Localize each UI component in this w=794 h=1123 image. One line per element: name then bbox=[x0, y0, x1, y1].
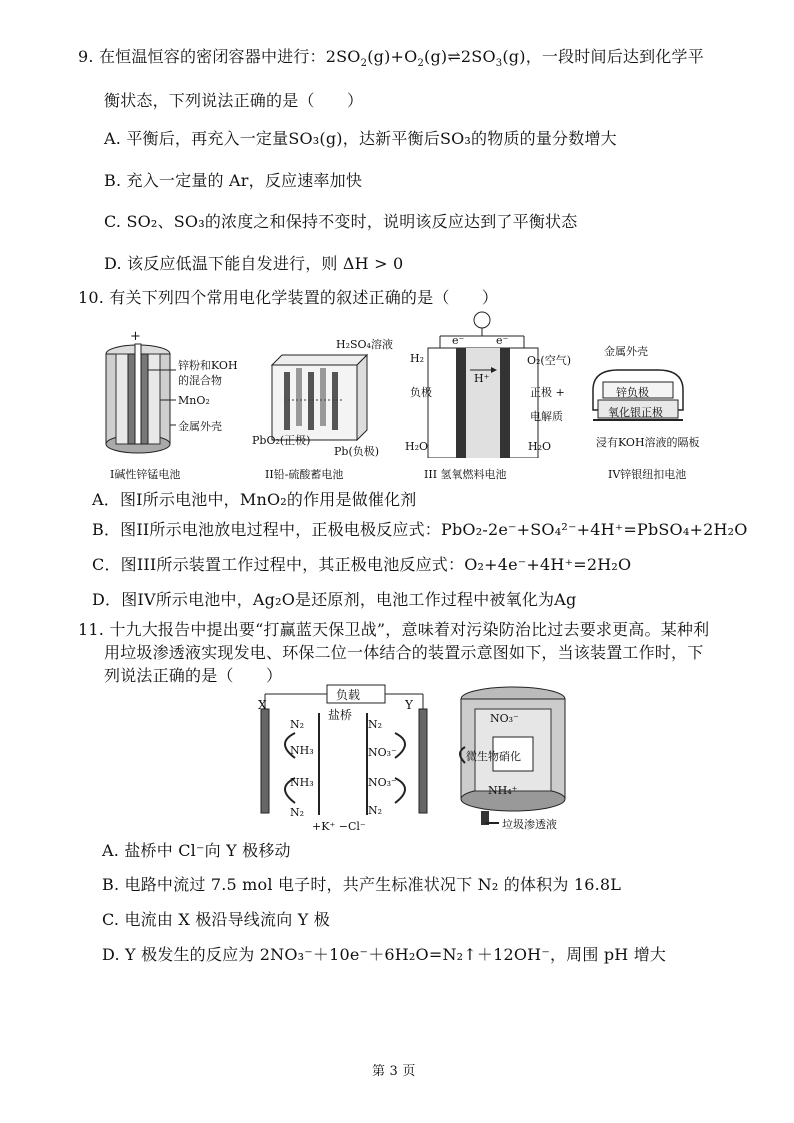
fig1-label-zinc: 锌粉和KOH bbox=[178, 359, 238, 372]
q11-fig-no3-c: NO₃⁻ bbox=[490, 712, 519, 725]
q11-fig-n2-b: N₂ bbox=[290, 806, 305, 819]
fig4-label-shell: 金属外壳 bbox=[604, 345, 648, 358]
fig2-label-acid: H₂SO₄溶液 bbox=[336, 338, 393, 351]
fig1-label-shell: 金属外壳 bbox=[178, 420, 222, 433]
q9-equation: $2SO_2(g)+O_2(g)\rightleftharpoons 2SO_3(g)$ bbox=[325, 47, 526, 70]
fig3-label-h2o-left: H₂O bbox=[405, 440, 429, 453]
q11-option-c: C. 电流由 X 极沿导线流向 Y 极 bbox=[102, 910, 330, 929]
fig1-caption: I碱性锌锰电池 bbox=[110, 468, 181, 481]
q11-fig-no3-b: NO₃⁻ bbox=[368, 776, 397, 789]
fig3-label-hplus: H⁺ bbox=[474, 372, 490, 385]
q11-fig-device bbox=[255, 683, 585, 833]
q11-fig-y: Y bbox=[405, 698, 413, 712]
q11-fig-microbe: 微生物硝化 bbox=[466, 750, 521, 763]
fig3-label-electrolyte: 电解质 bbox=[530, 410, 563, 423]
q9-stem-line2: 衡状态，下列说法正确的是（ ） bbox=[104, 91, 364, 110]
q11-fig-n2-d: N₂ bbox=[368, 804, 383, 817]
fig1-label-mno2: MnO₂ bbox=[178, 394, 210, 407]
q11-fig-nh4: NH₄⁺ bbox=[488, 784, 518, 797]
q9-option-a: A. 平衡后，再充入一定量SO₃(g)，达新平衡后SO₃的物质的量分数增大 bbox=[104, 129, 617, 148]
q11-fig-nh3-b: NH₃ bbox=[290, 776, 314, 789]
q11-fig-bridge: 盐桥 bbox=[328, 708, 353, 722]
fig1-alkaline-battery bbox=[98, 330, 248, 460]
q11-option-b: B. 电路中流过 7.5 mol 电子时，共产生标准状况下 N₂ 的体积为 16.8L bbox=[102, 875, 622, 894]
fig3-electron-left: e⁻ bbox=[452, 334, 465, 347]
fig4-label-silver-oxide: 氧化银正极 bbox=[608, 406, 663, 419]
fig1-plus: + bbox=[130, 329, 141, 344]
fig3-label-o2: O₂(空气) bbox=[527, 354, 572, 367]
q11-stem-line3: 列说法正确的是（ ） bbox=[104, 666, 283, 685]
q11-option-a: A. 盐桥中 Cl⁻向 Y 极移动 bbox=[102, 841, 291, 860]
page-number: 第 3 页 bbox=[372, 1064, 416, 1079]
q9-option-b: B. 充入一定量的 Ar，反应速率加快 bbox=[104, 171, 363, 190]
fig3-label-h2: H₂ bbox=[410, 352, 425, 365]
q10-option-a: A．图I所示电池中，MnO₂的作用是做催化剂 bbox=[92, 490, 417, 509]
q11-fig-x: X bbox=[258, 698, 267, 712]
fig4-label-zinc: 锌负极 bbox=[616, 386, 649, 399]
q11-fig-no3-a: NO₃⁻ bbox=[368, 746, 397, 759]
fig3-caption: III 氢氧燃料电池 bbox=[424, 468, 507, 481]
fig3-electron-right: e⁻ bbox=[496, 334, 509, 347]
q9-stem-part2: ，一段时间后达到化学平 bbox=[525, 47, 704, 66]
q9-stem-part1: 9. 在恒温恒容的密闭容器中进行： bbox=[78, 47, 326, 66]
q11-fig-n2-a: N₂ bbox=[290, 718, 305, 731]
q9-stem-line1 bbox=[78, 44, 704, 69]
q11-stem-line1: 11. 十九大报告中提出要“打赢蓝天保卫战”，意味着对污染防治比过去要求更高。某种利 bbox=[78, 620, 710, 639]
fig1-label-mixture: 的混合物 bbox=[178, 374, 222, 387]
q11-fig-kcl: +K⁺ −Cl⁻ bbox=[312, 820, 366, 833]
fig3-label-positive: 正极 + bbox=[530, 386, 565, 399]
fig4-label-separator: 浸有KOH溶液的隔板 bbox=[596, 436, 700, 449]
fig2-label-pb: Pb(负极) bbox=[334, 445, 380, 458]
q10-option-d: D．图IV所示电池中，Ag₂O是还原剂，电池工作过程中被氧化为Ag bbox=[92, 590, 577, 609]
fig3-label-h2o-right: H₂O bbox=[528, 440, 552, 453]
q11-option-d: D. Y 极发生的反应为 2NO₃⁻＋10e⁻＋6H₂O=N₂↑＋12OH⁻，周围 pH 增大 bbox=[102, 945, 667, 964]
q11-fig-load: 负载 bbox=[336, 688, 361, 702]
fig2-caption: II铅-硫酸蓄电池 bbox=[265, 468, 344, 481]
q10-option-c: C．图III所示装置工作过程中，其正极电池反应式：O₂+4e⁻+4H⁺=2H₂O bbox=[92, 555, 632, 574]
q11-fig-nh3-a: NH₃ bbox=[290, 744, 314, 757]
q10-option-b: B．图II所示电池放电过程中，正极电极反应式：PbO₂-2e⁻+SO₄²⁻+4H⁺=PbSO₄+2H₂O bbox=[92, 520, 748, 539]
q11-fig-leachate: 垃圾渗透液 bbox=[502, 818, 557, 831]
q9-option-d: D. 该反应低温下能自发进行，则 ΔH > 0 bbox=[104, 254, 404, 273]
q9-option-c: C. SO₂、SO₃的浓度之和保持不变时，说明该反应达到了平衡状态 bbox=[104, 212, 578, 231]
fig3-label-negative: 负极 bbox=[410, 386, 432, 399]
fig4-caption: IV锌银纽扣电池 bbox=[608, 468, 687, 481]
q10-stem: 10. 有关下列四个常用电化学装置的叙述正确的是（ ） bbox=[78, 288, 499, 307]
q11-fig-n2-c: N₂ bbox=[368, 718, 383, 731]
fig2-label-pbo2: PbO₂(正极) bbox=[252, 434, 311, 447]
q11-stem-line2: 用垃圾渗透液实现发电、环保二位一体结合的装置示意图如下，当该装置工作时，下 bbox=[104, 643, 704, 662]
